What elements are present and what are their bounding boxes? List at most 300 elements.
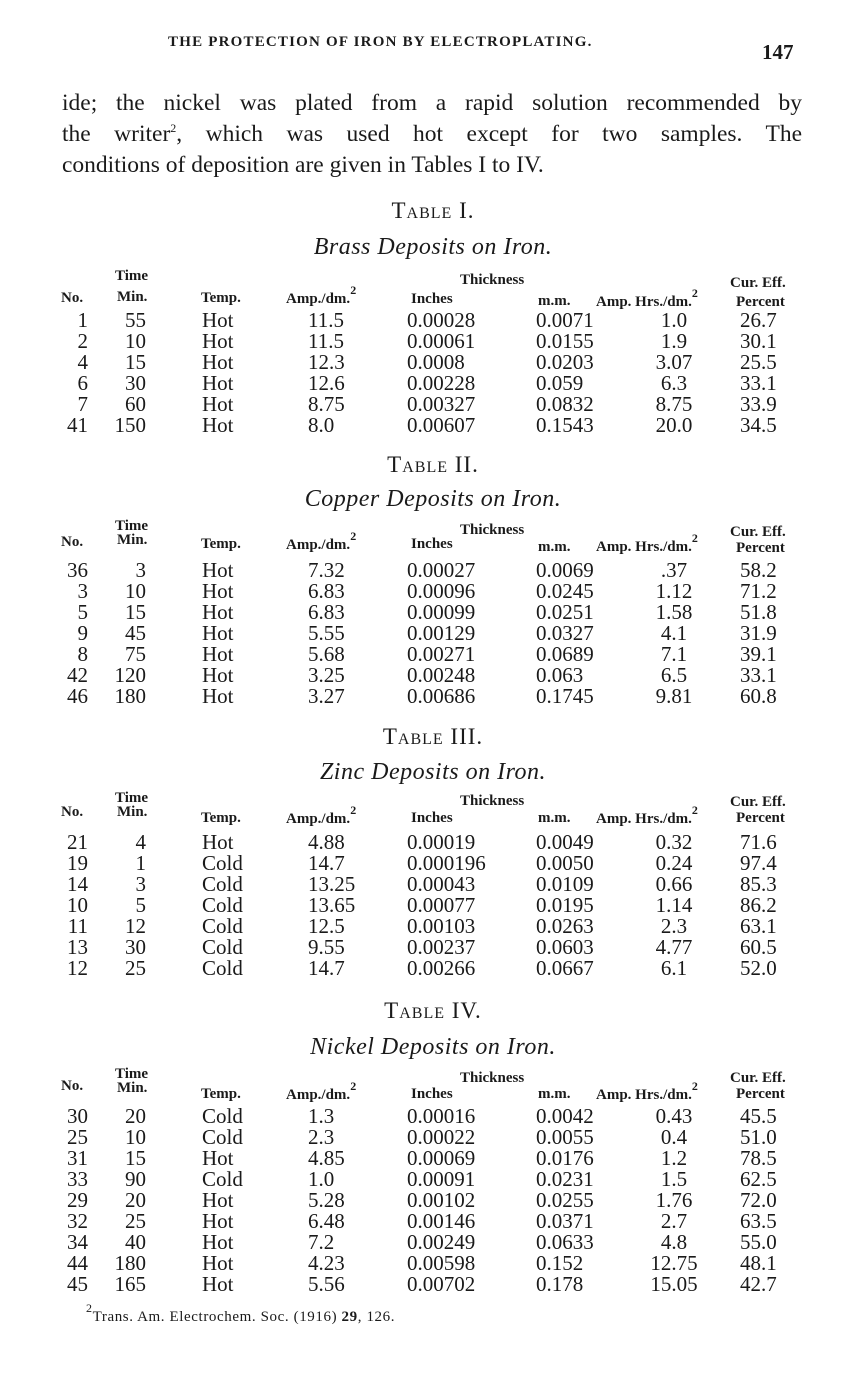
cell-mm: 0.178 [536, 1272, 584, 1296]
page-number: 147 [762, 40, 794, 64]
cell-min: 150 [114, 413, 146, 437]
cell-min: 30 [125, 935, 146, 959]
cell-min: 4 [135, 830, 146, 854]
cell-min: 55 [125, 308, 146, 332]
header-temp: Temp. [201, 290, 241, 306]
intro-text: , which was used hot except for two samples. The [176, 121, 802, 147]
cell-amp: 6.48 [308, 1209, 345, 1233]
header-percent: Percent [736, 294, 785, 310]
running-head: THE PROTECTION OF IRON BY ELECTROPLATING. [168, 34, 593, 50]
header-amp: Amp./dm.$^2$ [286, 803, 357, 827]
cell-amp-hrs: 2.3 [660, 914, 688, 938]
header-min: Min. [117, 532, 148, 548]
cell-inches: 0.00102 [407, 1188, 476, 1212]
cell-amp-hrs: 1.12 [655, 579, 693, 603]
cell-amp-hrs: 12.75 [650, 1251, 698, 1275]
cell-min: 5 [135, 893, 146, 917]
cell-temp: Cold [202, 872, 243, 896]
footnote-volume: 29 [341, 1309, 358, 1325]
cell-percent: 58.2 [740, 558, 777, 582]
cell-temp: Hot [202, 579, 234, 603]
cell-mm: 0.0263 [536, 914, 594, 938]
cell-inches: 0.00146 [407, 1209, 476, 1233]
cell-min: 15 [125, 1146, 146, 1170]
cell-min: 120 [114, 663, 146, 687]
table-title: Table II. [387, 452, 479, 477]
footnote-ref: 2 [170, 121, 177, 135]
cell-percent: 78.5 [740, 1146, 777, 1170]
table-row [58, 394, 808, 415]
cell-temp: Cold [202, 935, 243, 959]
table-row [58, 602, 808, 623]
header-temp: Temp. [201, 1086, 241, 1102]
cell-percent: 63.5 [740, 1209, 777, 1233]
cell-no: 19 [67, 851, 88, 875]
cell-amp-hrs: 0.24 [655, 851, 693, 875]
header-cur-eff: Cur. Eff. [730, 794, 786, 810]
cell-temp: Hot [202, 392, 234, 416]
cell-inches: 0.00129 [407, 621, 476, 645]
cell-mm: 0.0203 [536, 350, 594, 374]
table-rows [58, 832, 808, 979]
cell-inches: 0.00686 [407, 684, 476, 708]
cell-mm: 0.0049 [536, 830, 594, 854]
table-row [58, 665, 808, 686]
cell-amp: 1.0 [308, 1167, 335, 1191]
cell-percent: 63.1 [740, 914, 777, 938]
header-time: Time [115, 790, 149, 806]
cell-temp: Cold [202, 893, 243, 917]
cell-mm: 0.0603 [536, 935, 594, 959]
cell-percent: 71.6 [740, 830, 777, 854]
cell-percent: 85.3 [740, 872, 777, 896]
cell-inches: 0.00091 [407, 1167, 476, 1191]
cell-inches: 0.00019 [407, 830, 476, 854]
table-row [58, 958, 808, 979]
cell-min: 12 [125, 914, 146, 938]
header-no: No. [61, 1078, 84, 1094]
cell-min: 90 [125, 1167, 146, 1191]
cell-amp-hrs: 1.9 [660, 329, 688, 353]
cell-temp: Hot [202, 350, 234, 374]
header-thickness: Thickness [460, 793, 525, 809]
cell-inches: 0.00228 [407, 371, 476, 395]
cell-percent: 25.5 [740, 350, 777, 374]
cell-amp: 13.65 [308, 893, 356, 917]
header-thickness: Thickness [460, 522, 525, 538]
cell-amp: 3.27 [308, 684, 345, 708]
cell-amp-hrs: 2.7 [660, 1209, 688, 1233]
cell-mm: 0.0633 [536, 1230, 594, 1254]
cell-min: 10 [125, 579, 146, 603]
cell-no: 2 [77, 329, 88, 353]
cell-amp-hrs: 6.1 [660, 956, 688, 980]
table-row [58, 937, 808, 958]
cell-inches: 0.00237 [407, 935, 476, 959]
table-row [58, 560, 808, 581]
cell-amp-hrs: 0.32 [655, 830, 693, 854]
cell-percent: 97.4 [740, 851, 777, 875]
cell-percent: 31.9 [740, 621, 777, 645]
cell-mm: 0.0832 [536, 392, 594, 416]
cell-percent: 60.5 [740, 935, 777, 959]
cell-no: 6 [77, 371, 88, 395]
cell-no: 44 [67, 1251, 88, 1275]
cell-no: 42 [67, 663, 88, 687]
header-mm: m.m. [538, 1086, 571, 1102]
cell-min: 165 [114, 1272, 146, 1296]
cell-inches: 0.00103 [407, 914, 476, 938]
cell-percent: 55.0 [740, 1230, 777, 1254]
cell-amp: 11.5 [308, 308, 344, 332]
cell-inches: 0.00249 [407, 1230, 476, 1254]
table-row [58, 644, 808, 665]
table-row [58, 581, 808, 602]
cell-no: 21 [67, 830, 88, 854]
cell-no: 8 [77, 642, 88, 666]
table-row [58, 331, 808, 352]
cell-mm: 0.0069 [536, 558, 594, 582]
cell-amp-hrs: 3.07 [655, 350, 693, 374]
cell-temp: Hot [202, 1188, 234, 1212]
cell-no: 11 [67, 914, 88, 938]
header-percent: Percent [736, 1086, 785, 1102]
cell-mm: 0.0231 [536, 1167, 594, 1191]
table-row [58, 1253, 808, 1274]
table-subtitle: Brass Deposits on Iron. [313, 234, 553, 260]
header-no: No. [61, 290, 84, 306]
cell-amp: 5.28 [308, 1188, 345, 1212]
cell-amp-hrs: 1.58 [655, 600, 693, 624]
table-row [58, 352, 808, 373]
cell-min: 15 [125, 600, 146, 624]
cell-temp: Hot [202, 642, 234, 666]
header-amp-hrs: Amp. Hrs./dm.$^2$ [596, 531, 698, 555]
header-amp: Amp./dm.$^2$ [286, 1079, 357, 1103]
cell-no: 7 [77, 392, 88, 416]
header-amp: Amp./dm.$^2$ [286, 283, 357, 307]
cell-temp: Hot [202, 830, 234, 854]
cell-amp-hrs: 4.77 [655, 935, 693, 959]
cell-min: 25 [125, 1209, 146, 1233]
cell-percent: 86.2 [740, 893, 777, 917]
cell-min: 25 [125, 956, 146, 980]
table-rows [58, 560, 808, 707]
cell-mm: 0.1745 [536, 684, 594, 708]
cell-mm: 0.0071 [536, 308, 594, 332]
cell-inches: 0.00077 [407, 893, 476, 917]
cell-mm: 0.0245 [536, 579, 594, 603]
cell-amp-hrs: 4.1 [660, 621, 688, 645]
header-temp: Temp. [201, 810, 241, 826]
cell-no: 1 [77, 308, 88, 332]
table-row [58, 1106, 808, 1127]
cell-amp: 5.68 [308, 642, 345, 666]
cell-min: 10 [125, 329, 146, 353]
cell-temp: Hot [202, 329, 234, 353]
header-time: Time [115, 1066, 149, 1082]
cell-percent: 51.0 [740, 1125, 777, 1149]
cell-amp: 7.32 [308, 558, 345, 582]
cell-mm: 0.0155 [536, 329, 594, 353]
intro-paragraph [62, 88, 802, 181]
cell-amp: 11.5 [308, 329, 344, 353]
header-min: Min. [117, 1080, 148, 1096]
cell-amp: 5.56 [308, 1272, 345, 1296]
cell-min: 20 [125, 1104, 146, 1128]
cell-amp-hrs: 4.8 [660, 1230, 688, 1254]
cell-amp-hrs: 1.76 [655, 1188, 693, 1212]
cell-inches: 0.00607 [407, 413, 476, 437]
cell-min: 40 [125, 1230, 146, 1254]
cell-mm: 0.0055 [536, 1125, 594, 1149]
cell-inches: 0.00271 [407, 642, 476, 666]
cell-amp: 6.83 [308, 579, 345, 603]
cell-no: 4 [77, 350, 88, 374]
footnote-marker: 2 [86, 1301, 93, 1315]
cell-min: 180 [114, 684, 146, 708]
cell-amp-hrs: 0.4 [660, 1125, 688, 1149]
table-rows [58, 1106, 808, 1295]
cell-no: 3 [77, 579, 88, 603]
cell-amp: 13.25 [308, 872, 356, 896]
cell-amp-hrs: 0.43 [655, 1104, 693, 1128]
table-title: Table IV. [384, 998, 482, 1023]
header-inches: Inches [411, 291, 453, 307]
cell-amp: 12.3 [308, 350, 345, 374]
table-title: Table I. [391, 198, 475, 223]
table-row [58, 686, 808, 707]
cell-amp: 8.0 [308, 413, 335, 437]
cell-temp: Cold [202, 1125, 243, 1149]
cell-amp-hrs: 20.0 [655, 413, 693, 437]
cell-temp: Hot [202, 621, 234, 645]
cell-percent: 62.5 [740, 1167, 777, 1191]
cell-temp: Cold [202, 1167, 243, 1191]
cell-temp: Hot [202, 413, 234, 437]
cell-amp: 9.55 [308, 935, 345, 959]
cell-amp-hrs: 1.0 [660, 308, 688, 332]
cell-temp: Hot [202, 308, 234, 332]
cell-no: 36 [67, 558, 88, 582]
header-amp-hrs: Amp. Hrs./dm.$^2$ [596, 1079, 698, 1103]
cell-no: 46 [67, 684, 88, 708]
cell-mm: 0.0255 [536, 1188, 594, 1212]
cell-temp: Hot [202, 1230, 234, 1254]
cell-inches: 0.00702 [407, 1272, 476, 1296]
table-rows [58, 310, 808, 436]
cell-mm: 0.0327 [536, 621, 594, 645]
header-amp-hrs: Amp. Hrs./dm.$^2$ [596, 286, 698, 310]
header-time: Time [115, 518, 149, 534]
table-row [58, 415, 808, 436]
header-inches: Inches [411, 810, 453, 826]
cell-mm: 0.0251 [536, 600, 594, 624]
cell-percent: 39.1 [740, 642, 777, 666]
cell-mm: 0.0667 [536, 956, 594, 980]
cell-amp: 12.6 [308, 371, 345, 395]
cell-amp-hrs: 1.5 [660, 1167, 688, 1191]
cell-no: 12 [67, 956, 88, 980]
header-no: No. [61, 534, 84, 550]
cell-amp: 1.3 [308, 1104, 335, 1128]
table-row [58, 1127, 808, 1148]
header-percent: Percent [736, 540, 785, 556]
header-mm: m.m. [538, 293, 571, 309]
cell-amp-hrs: 6.3 [660, 371, 688, 395]
header-amp-hrs: Amp. Hrs./dm.$^2$ [596, 803, 698, 827]
cell-amp-hrs: .37 [660, 558, 688, 582]
header-min: Min. [117, 289, 148, 305]
cell-amp: 14.7 [308, 956, 345, 980]
cell-mm: 0.0195 [536, 893, 594, 917]
cell-temp: Cold [202, 914, 243, 938]
cell-percent: 48.1 [740, 1251, 777, 1275]
cell-inches: 0.00043 [407, 872, 476, 896]
cell-min: 1 [135, 851, 146, 875]
cell-mm: 0.0371 [536, 1209, 594, 1233]
cell-amp-hrs: 1.14 [655, 893, 693, 917]
table-row [58, 1274, 808, 1295]
table-row [58, 832, 808, 853]
cell-mm: 0.0109 [536, 872, 594, 896]
cell-percent: 33.1 [740, 663, 777, 687]
cell-percent: 33.1 [740, 371, 777, 395]
cell-temp: Cold [202, 956, 243, 980]
cell-min: 45 [125, 621, 146, 645]
table-row [58, 853, 808, 874]
cell-no: 32 [67, 1209, 88, 1233]
cell-no: 31 [67, 1146, 88, 1170]
cell-percent: 52.0 [740, 956, 777, 980]
cell-amp: 6.83 [308, 600, 345, 624]
table-row [58, 1148, 808, 1169]
cell-inches: 0.00027 [407, 558, 476, 582]
cell-no: 34 [67, 1230, 88, 1254]
cell-mm: 0.063 [536, 663, 584, 687]
cell-no: 25 [67, 1125, 88, 1149]
header-min: Min. [117, 804, 148, 820]
table-row [58, 874, 808, 895]
cell-temp: Cold [202, 851, 243, 875]
cell-amp: 3.25 [308, 663, 345, 687]
cell-temp: Hot [202, 1209, 234, 1233]
cell-temp: Hot [202, 600, 234, 624]
cell-no: 14 [67, 872, 88, 896]
cell-inches: 0.00069 [407, 1146, 476, 1170]
cell-no: 9 [77, 621, 88, 645]
cell-amp: 12.5 [308, 914, 345, 938]
cell-percent: 26.7 [740, 308, 777, 332]
cell-temp: Hot [202, 1146, 234, 1170]
cell-inches: 0.00099 [407, 600, 476, 624]
intro-line-1: ide; the nickel was plated from a rapid solution recommended by [62, 90, 802, 116]
cell-min: 3 [135, 558, 146, 582]
cell-percent: 60.8 [740, 684, 777, 708]
header-amp: Amp./dm.$^2$ [286, 529, 357, 553]
table-title: Table III. [382, 724, 484, 749]
cell-inches: 0.00327 [407, 392, 476, 416]
header-cur-eff: Cur. Eff. [730, 275, 786, 291]
table-row [58, 310, 808, 331]
cell-amp-hrs: 0.66 [655, 872, 693, 896]
cell-min: 15 [125, 350, 146, 374]
table-subtitle: Copper Deposits on Iron. [304, 486, 562, 512]
cell-mm: 0.0689 [536, 642, 594, 666]
cell-percent: 72.0 [740, 1188, 777, 1212]
header-no: No. [61, 804, 84, 820]
cell-amp: 4.23 [308, 1251, 345, 1275]
header-inches: Inches [411, 536, 453, 552]
header-thickness: Thickness [460, 1070, 525, 1086]
cell-percent: 42.7 [740, 1272, 777, 1296]
cell-inches: 0.00016 [407, 1104, 476, 1128]
cell-no: 29 [67, 1188, 88, 1212]
cell-min: 60 [125, 392, 146, 416]
cell-mm: 0.059 [536, 371, 584, 395]
cell-min: 75 [125, 642, 146, 666]
cell-inches: 0.00022 [407, 1125, 476, 1149]
cell-inches: 0.00096 [407, 579, 476, 603]
cell-inches: 0.00061 [407, 329, 476, 353]
cell-amp: 14.7 [308, 851, 345, 875]
cell-mm: 0.0176 [536, 1146, 594, 1170]
header-inches: Inches [411, 1086, 453, 1102]
cell-amp-hrs: 8.75 [655, 392, 693, 416]
cell-amp-hrs: 7.1 [660, 642, 688, 666]
cell-min: 10 [125, 1125, 146, 1149]
cell-temp: Hot [202, 1272, 234, 1296]
cell-no: 30 [67, 1104, 88, 1128]
cell-inches: 0.000196 [407, 851, 486, 875]
cell-no: 45 [67, 1272, 88, 1296]
cell-inches: 0.00248 [407, 663, 476, 687]
cell-temp: Hot [202, 1251, 234, 1275]
table-row [58, 1211, 808, 1232]
cell-amp-hrs: 1.2 [660, 1146, 688, 1170]
cell-mm: 0.152 [536, 1251, 584, 1275]
cell-amp-hrs: 6.5 [660, 663, 688, 687]
cell-percent: 71.2 [740, 579, 777, 603]
cell-inches: 0.00266 [407, 956, 476, 980]
table-row [58, 1169, 808, 1190]
table-row [58, 1232, 808, 1253]
table-subtitle: Zinc Deposits on Iron. [319, 759, 547, 785]
header-mm: m.m. [538, 810, 571, 826]
cell-mm: 0.0050 [536, 851, 594, 875]
cell-percent: 34.5 [740, 413, 777, 437]
cell-percent: 45.5 [740, 1104, 777, 1128]
cell-temp: Cold [202, 1104, 243, 1128]
intro-line-3: conditions of deposition are given in Tables I to IV. [62, 152, 544, 178]
header-thickness: Thickness [460, 272, 525, 288]
cell-amp: 2.3 [308, 1125, 335, 1149]
cell-no: 5 [77, 600, 88, 624]
cell-amp: 7.2 [308, 1230, 335, 1254]
cell-percent: 33.9 [740, 392, 777, 416]
cell-inches: 0.00028 [407, 308, 476, 332]
header-temp: Temp. [201, 536, 241, 552]
header-cur-eff: Cur. Eff. [730, 1070, 786, 1086]
cell-min: 3 [135, 872, 146, 896]
cell-temp: Hot [202, 558, 234, 582]
footnote [86, 1301, 396, 1326]
header-cur-eff: Cur. Eff. [730, 524, 786, 540]
cell-inches: 0.0008 [407, 350, 465, 374]
footnote-pages: , 126. [357, 1309, 396, 1325]
footnote-text: Trans. Am. Electrochem. Soc. (1916) [92, 1309, 342, 1325]
cell-no: 41 [67, 413, 88, 437]
